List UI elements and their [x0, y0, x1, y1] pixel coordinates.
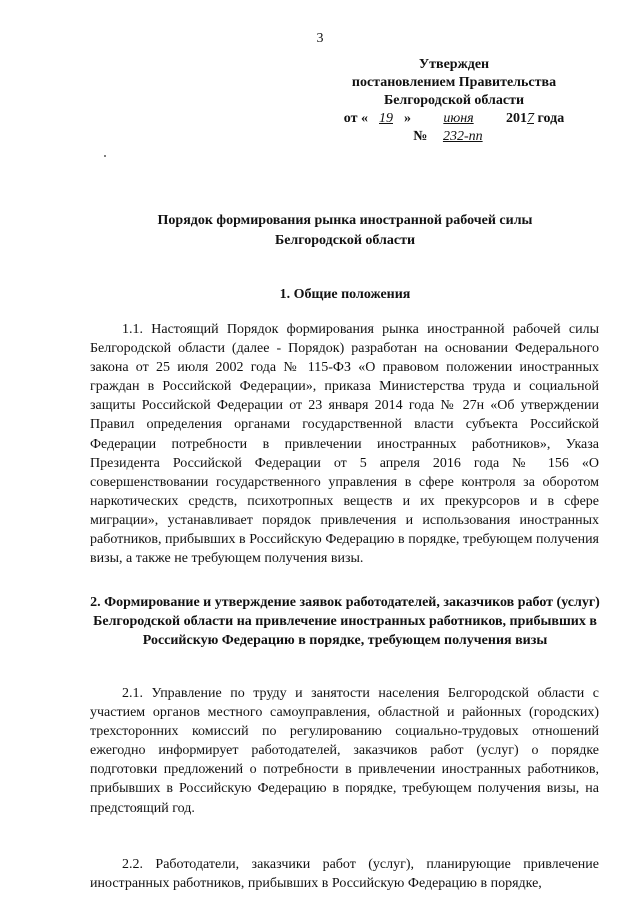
approval-number-line	[315, 128, 593, 146]
page-number: 3	[316, 31, 324, 46]
paragraph-2-1: 2.1. Управление по труду и занятости населения Белгородской области с участием органов местного самоуправления, областной и районных (городских) трехсторонних комиссий по регулированию социально-трудовых отношений ежегодно информирует работодателей, заказчиков работ (услуг) о порядке подготовки предложений о потребности в привлечении иностранных работников, прибывших в Российскую Федерацию в порядке, требующем получения визы, на предстоящий год.	[90, 686, 599, 816]
title-line-2: Белгородской области	[274, 233, 416, 248]
date-year-prefix: 201	[506, 111, 527, 126]
approval-line-3: Белгородской области	[383, 93, 525, 108]
date-month: июня	[443, 111, 474, 126]
document-title	[90, 211, 600, 251]
paragraph-2-2: 2.2. Работодатели, заказчики работ (услуг), планирующие привлечение иностранных работников, прибывших в Российскую Федерацию в порядке,	[90, 857, 599, 892]
date-year-suffix: 7	[527, 111, 534, 126]
section-1-heading: 1. Общие положения	[279, 287, 411, 302]
date-year-word: года	[537, 111, 565, 126]
title-line-1: Порядок формирования рынка иностранной рабочей силы	[157, 213, 533, 228]
date-prefix: от «	[343, 111, 368, 126]
number-prefix: №	[413, 129, 428, 144]
paragraph-1-1: 1.1. Настоящий Порядок формирования рынка иностранной рабочей силы Белгородской области (далее - Порядок) разработан на основании Федерального закона от 25 июля 2002 года № 115-ФЗ «О правовом положении иностранных граждан в Российской Федерации», приказа Министерства труда и социальной защиты Российской Федерации от 23 января 2014 года № 27н «Об утверждении Правил определения органами государственной власти субъекта Российской Федерации потребности в привлечении иностранных работников», Указа Президента Российской Федерации от 5 апреля 2016 года № 156 «О совершенствовании государственного управления в сфере контроля за оборотом наркотических средств, психотропных веществ и их прекурсоров и в сфере миграции», устанавливает порядок привлечения и использования иностранных работников, прибывших в Российскую Федерацию в порядке, требующем получения визы, а также не требующем получения визы.	[90, 322, 599, 567]
date-mid: »	[404, 111, 411, 126]
approval-line-2: постановлением Правительства	[351, 75, 557, 90]
section-2-heading: 2. Формирование и утверждение заявок работодателей, заказчиков работ (услуг) Белгородской области на привлечение иностранных работников, прибывших в Российскую Федерацию в порядке, требующем получения визы	[90, 595, 600, 648]
approval-stamp	[315, 56, 593, 146]
date-day: 19	[379, 111, 393, 126]
approval-line-1: Утвержден	[418, 57, 490, 72]
decree-number: 232-пп	[442, 129, 483, 144]
approval-date-line	[315, 110, 593, 128]
scan-speck	[104, 155, 106, 157]
